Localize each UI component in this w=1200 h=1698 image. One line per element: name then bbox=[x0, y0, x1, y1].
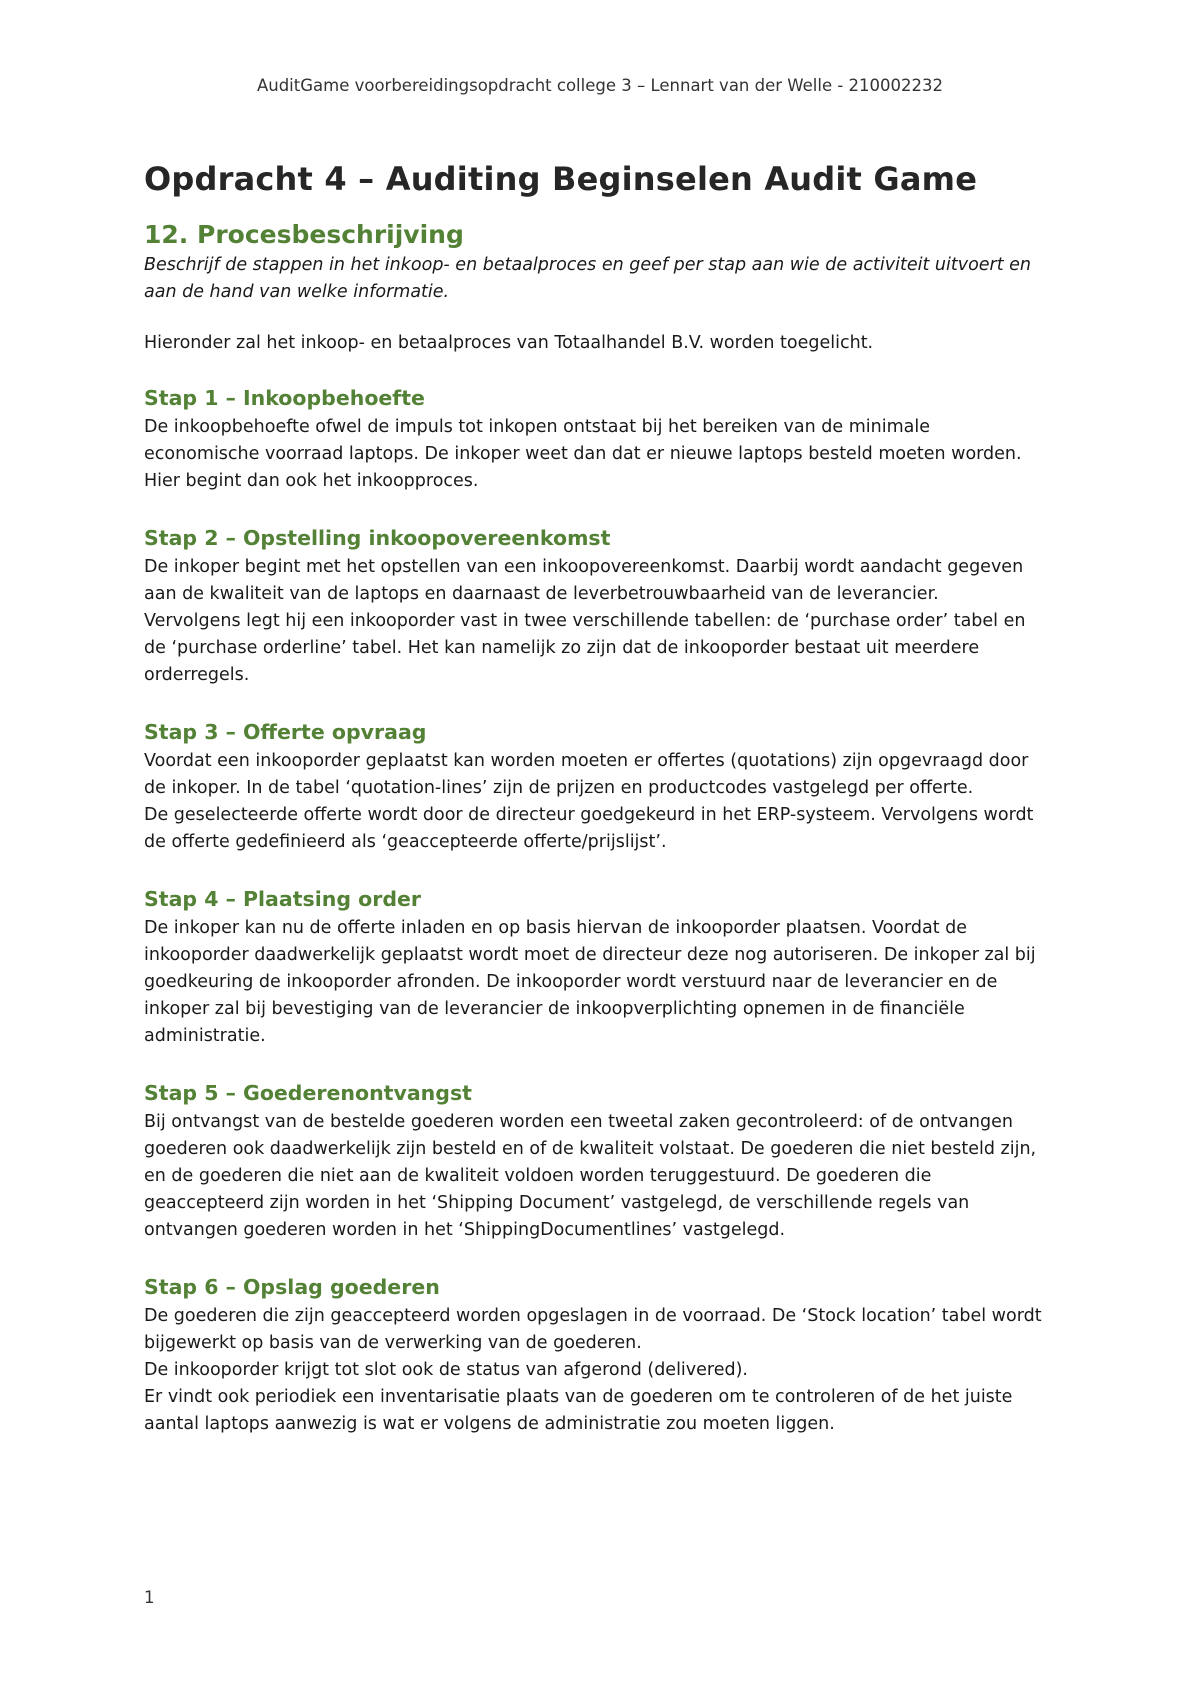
page-number: 1 bbox=[144, 1588, 155, 1607]
step-text-line: aan de kwaliteit van de laptops en daarnaast de leverbetrouwbaarheid van de leverancier. bbox=[144, 584, 939, 604]
step-text-line: aantal laptops aanwezig is wat er volgens de administratie zou moeten liggen. bbox=[144, 1414, 835, 1434]
step-heading: Stap 1 – Inkoopbehoefte bbox=[144, 386, 425, 410]
document-title: Opdracht 4 – Auditing Beginselen Audit Game bbox=[144, 160, 978, 198]
step-text-line: en de goederen die niet aan de kwaliteit voldoen worden teruggestuurd. De goederen die bbox=[144, 1166, 932, 1186]
step-text-line: de ‘purchase orderline’ tabel. Het kan namelijk zo zijn dat de inkooporder bestaat uit meerdere bbox=[144, 638, 980, 658]
step-text-line: inkooporder daadwerkelijk geplaatst wordt moet de directeur deze nog autoriseren. De inkoper zal bij bbox=[144, 945, 1036, 965]
step-text-line: ontvangen goederen worden in het ‘ShippingDocumentlines’ vastgelegd. bbox=[144, 1220, 786, 1240]
section-instruction bbox=[144, 252, 1074, 306]
step-block bbox=[144, 1273, 1074, 1438]
step-text-line: de offerte gedefinieerd als ‘geaccepteerde offerte/prijslijst’. bbox=[144, 832, 667, 852]
step-block bbox=[144, 1079, 1074, 1244]
step-text-line: De inkoper begint met het opstellen van een inkoopovereenkomst. Daarbij wordt aandacht gegeven bbox=[144, 557, 1024, 577]
step-heading: Stap 4 – Plaatsing order bbox=[144, 887, 422, 911]
step-text-line: bijgewerkt op basis van de verwerking van de goederen. bbox=[144, 1333, 642, 1353]
running-header: AuditGame voorbereidingsopdracht college 3 – Lennart van der Welle - 210002232 bbox=[256, 76, 944, 95]
step-block bbox=[144, 885, 1074, 1050]
step-text-line: Vervolgens legt hij een inkooporder vast in twee verschillende tabellen: de ‘purchase order’ tabel en bbox=[144, 611, 1026, 631]
step-text-line: De inkoopbehoefte ofwel de impuls tot inkopen ontstaat bij het bereiken van de minimale bbox=[144, 417, 930, 437]
step-text-line: goedkeuring de inkooporder afronden. De inkooporder wordt verstuurd naar de leverancier en de bbox=[144, 972, 998, 992]
step-text-line: de inkoper. In de tabel ‘quotation-lines’ zijn de prijzen en productcodes vastgelegd per offerte. bbox=[144, 778, 974, 798]
step-text-line: De inkoper kan nu de offerte inladen en op basis hiervan de inkooporder plaatsen. Voordat de bbox=[144, 918, 967, 938]
step-block bbox=[144, 718, 1074, 856]
step-text-line: orderregels. bbox=[144, 665, 250, 685]
step-text-line: De goederen die zijn geaccepteerd worden opgeslagen in de voorraad. De ‘Stock location’ tabel wordt bbox=[144, 1306, 1042, 1326]
step-heading: Stap 3 – Offerte opvraag bbox=[144, 720, 427, 744]
step-text-line: Bij ontvangst van de bestelde goederen worden een tweetal zaken gecontroleerd: of de ontvangen bbox=[144, 1112, 1013, 1132]
section-heading: 12. Procesbeschrijving bbox=[144, 220, 464, 249]
step-text-line: Voordat een inkooporder geplaatst kan worden moeten er offertes (quotations) zijn opgevraagd door bbox=[144, 751, 1029, 771]
step-heading: Stap 2 – Opstelling inkoopovereenkomst bbox=[144, 526, 611, 550]
step-block bbox=[144, 524, 1074, 689]
page-content bbox=[144, 160, 1074, 1467]
instruction-line: Beschrijf de stappen in het inkoop- en betaalproces en geef per stap aan wie de activiteit uitvoert en bbox=[144, 255, 1032, 275]
step-text-line: inkoper zal bij bevestiging van de leverancier de inkoopverplichting opnemen in de financiële bbox=[144, 999, 965, 1019]
step-text-line: goederen ook daadwerkelijk zijn besteld en of de kwaliteit volstaat. De goederen die niet besteld zijn, bbox=[144, 1139, 1037, 1159]
step-text-line: Hier begint dan ook het inkoopproces. bbox=[144, 471, 479, 491]
step-text-line: economische voorraad laptops. De inkoper weet dan dat er nieuwe laptops besteld moeten worden. bbox=[144, 444, 1022, 464]
step-heading: Stap 6 – Opslag goederen bbox=[144, 1275, 440, 1299]
step-text-line: Er vindt ook periodiek een inventarisatie plaats van de goederen om te controleren of de het juiste bbox=[144, 1387, 1013, 1407]
instruction-line: aan de hand van welke informatie. bbox=[144, 282, 450, 302]
step-text-line: geaccepteerd zijn worden in het ‘Shipping Document’ vastgelegd, de verschillende regels van bbox=[144, 1193, 970, 1213]
step-text-line: De geselecteerde offerte wordt door de directeur goedgekeurd in het ERP-systeem. Vervolgens wordt bbox=[144, 805, 1034, 825]
intro-paragraph: Hieronder zal het inkoop- en betaalproces van Totaalhandel B.V. worden toegelicht. bbox=[144, 333, 874, 353]
step-block bbox=[144, 384, 1074, 495]
step-text-line: De inkooporder krijgt tot slot ook de status van afgerond (delivered). bbox=[144, 1360, 748, 1380]
step-text-line: administratie. bbox=[144, 1026, 266, 1046]
step-heading: Stap 5 – Goederenontvangst bbox=[144, 1081, 472, 1105]
